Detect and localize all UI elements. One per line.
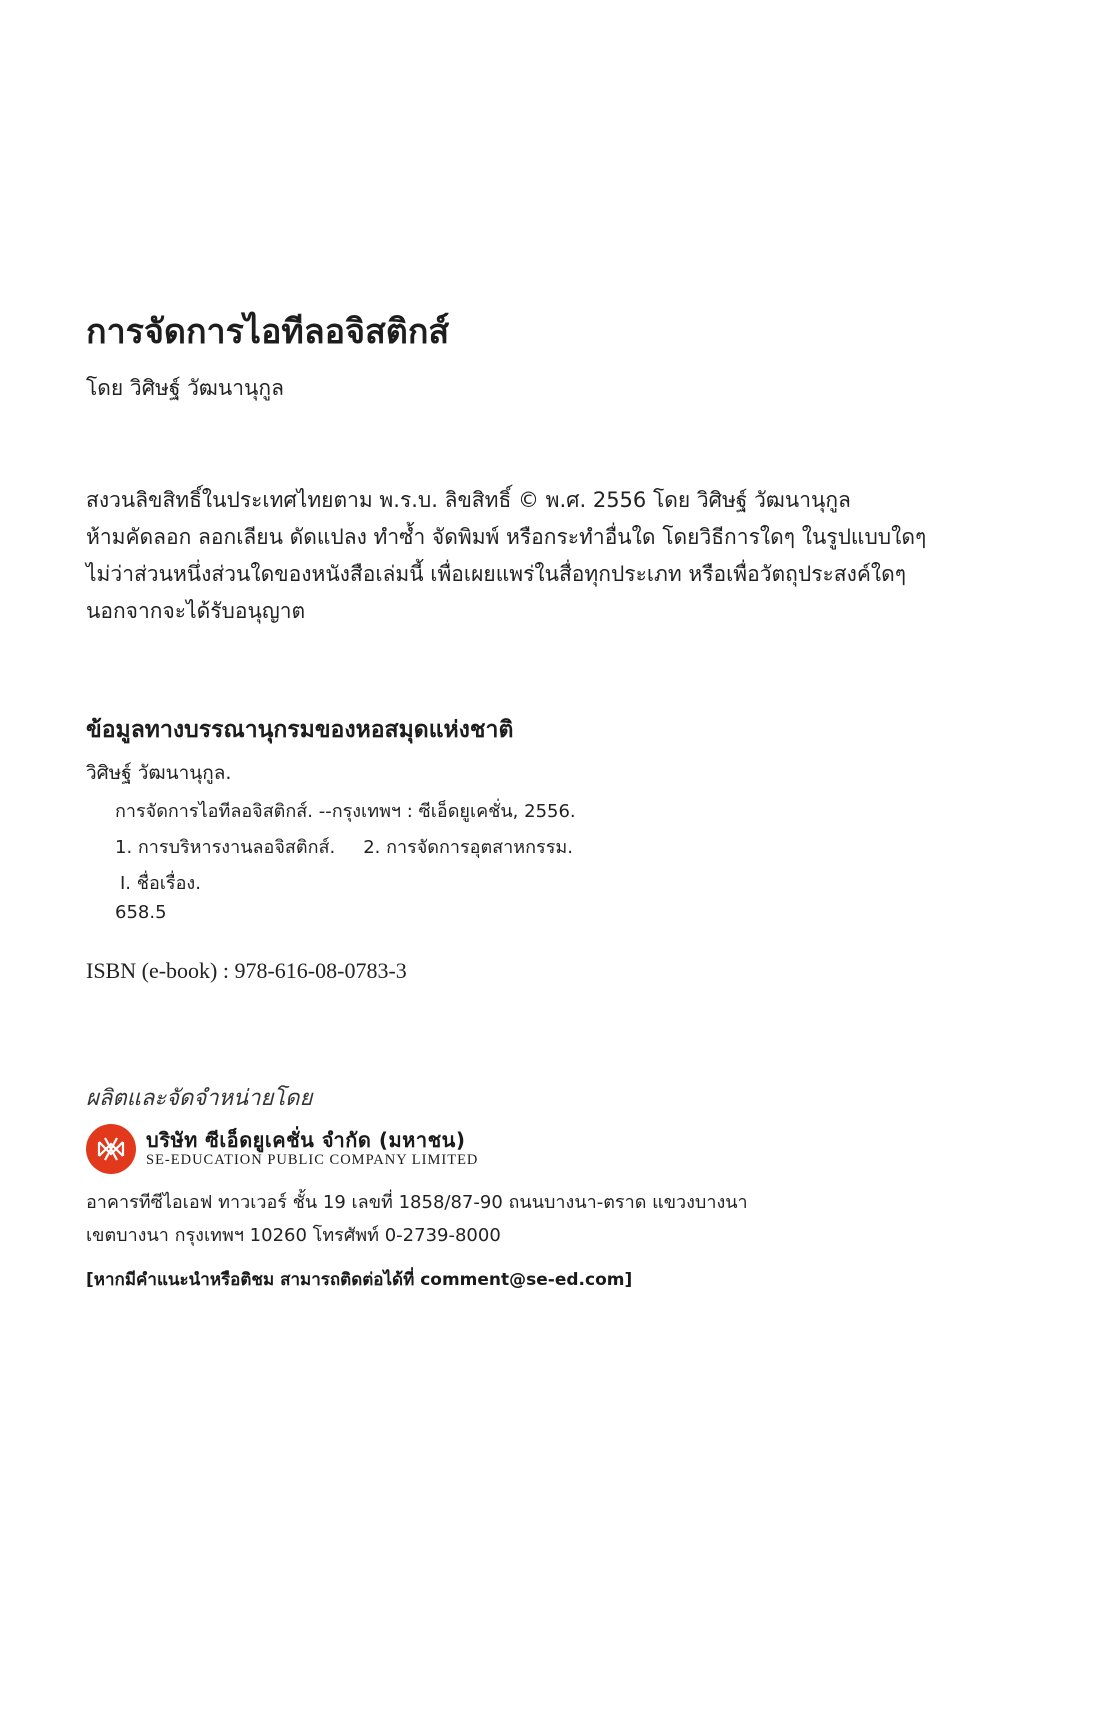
- cip-title-entry: I. ชื่อเรื่อง.: [120, 873, 201, 894]
- cip-author: วิศิษฐ์ วัฒนานุกูล.: [86, 762, 232, 784]
- address-line: เขตบางนา กรุงเทพฯ 10260 โทรศัพท์ 0-2739-8000: [86, 1225, 501, 1246]
- copyright-notice: [86, 482, 926, 630]
- cip-heading: ข้อมูลทางบรรณานุกรมของหอสมุดแห่งชาติ: [86, 717, 514, 743]
- copyright-line: สงวนลิขสิทธิ์ในประเทศไทยตาม พ.ร.บ. ลิขสิทธิ์ © พ.ศ. 2556 โดย วิศิษฐ์ วัฒนานุกูล: [86, 488, 851, 512]
- feedback-contact: [หากมีคำแนะนำหรือติชม สามารถติดต่อได้ที่ comment@se-ed.com]: [86, 1270, 633, 1290]
- copyright-line: ไม่ว่าส่วนหนึ่งส่วนใดของหนังสือเล่มนี้ เพื่อเผยแพร่ในสื่อทุกประเภท หรือเพื่อวัตถุประสงค์ใดๆ: [86, 562, 907, 586]
- cip-subject: 2. การจัดการอุตสาหกรรม.: [363, 837, 573, 858]
- cip-title-line: การจัดการไอทีลอจิสติกส์. --กรุงเทพฯ : ซีเอ็ดยูเคชั่น, 2556.: [115, 801, 576, 822]
- company-name-english: SE-EDUCATION PUBLIC COMPANY LIMITED: [146, 1152, 479, 1168]
- book-title: การจัดการไอทีลอจิสติกส์: [86, 312, 450, 352]
- copyright-line: ห้ามคัดลอก ลอกเลียน ดัดแปลง ทำซ้ำ จัดพิมพ์ หรือกระทำอื่นใด โดยวิธีการใดๆ ในรูปแบบใดๆ: [86, 525, 927, 549]
- se-ed-logo-icon: [86, 1124, 136, 1174]
- company-name-thai: บริษัท ซีเอ็ดยูเคชั่น จำกัด (มหาชน): [146, 1128, 466, 1152]
- book-byline: โดย วิศิษฐ์ วัฒนานุกูล: [86, 376, 284, 400]
- isbn: ISBN (e-book) : 978-616-08-0783-3: [86, 958, 407, 983]
- cip-classification: 658.5: [115, 902, 167, 923]
- producer-label: ผลิตและจัดจำหน่ายโดย: [86, 1086, 313, 1111]
- address-line: อาคารทีซีไอเอฟ ทาวเวอร์ ชั้น 19 เลขที่ 1858/87-90 ถนนบางนา-ตราด แขวงบางนา: [86, 1192, 748, 1213]
- cip-subject: 1. การบริหารงานลอจิสติกส์.: [115, 837, 336, 858]
- copyright-line: นอกจากจะได้รับอนุญาต: [86, 599, 306, 623]
- company-address: [86, 1186, 748, 1252]
- cip-subjects: [115, 832, 573, 861]
